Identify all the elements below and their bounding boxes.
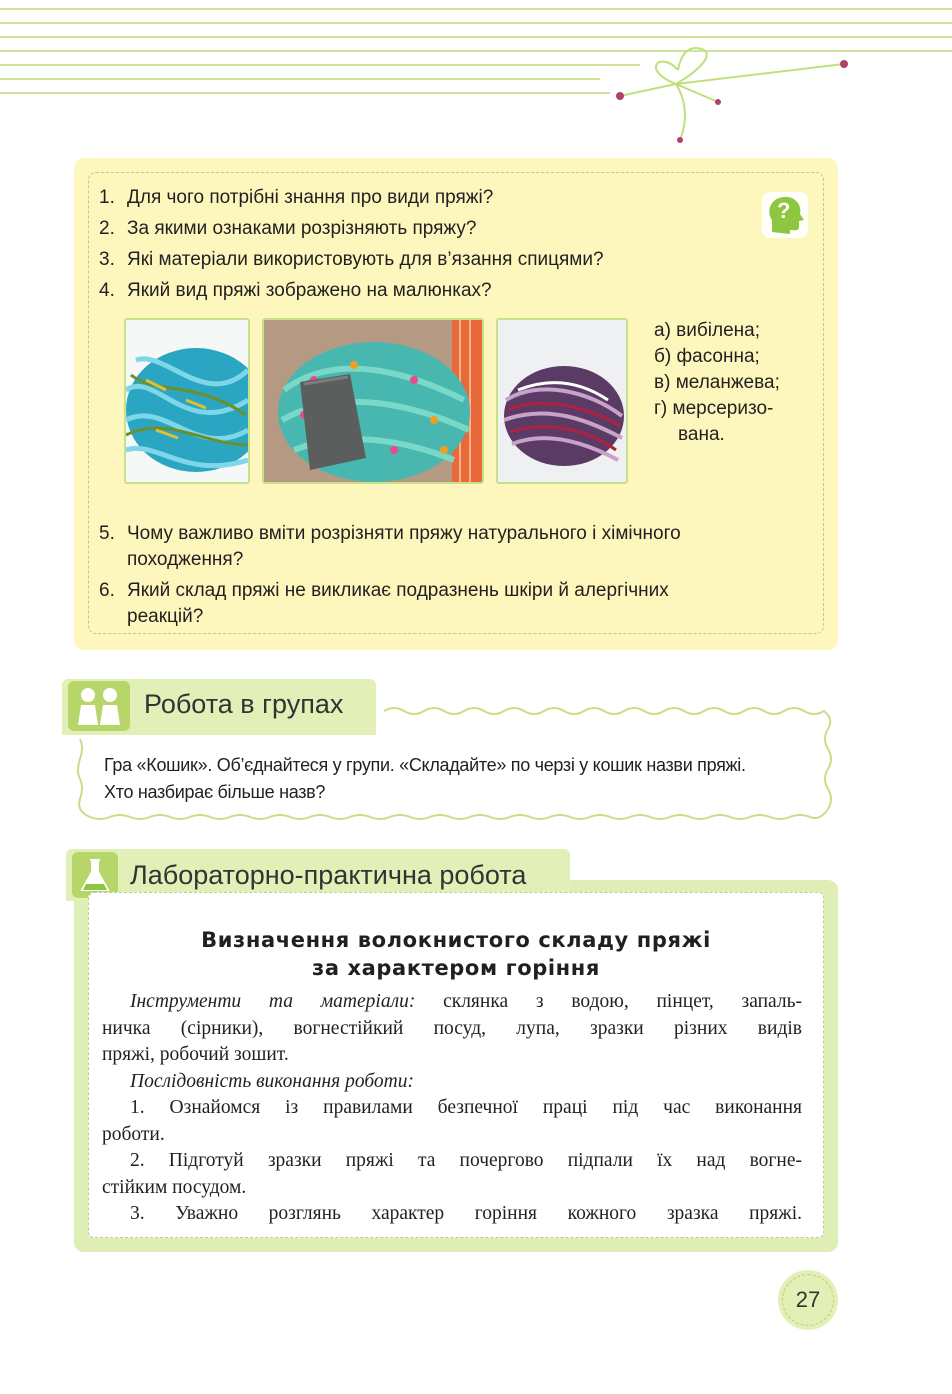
question-5 xyxy=(99,520,799,576)
step-2-line-2: стійким посудом. xyxy=(102,1176,247,1198)
question-text: реакцій? xyxy=(127,606,204,627)
question-6 xyxy=(99,577,799,633)
answer-option: в) меланжева; xyxy=(654,372,780,393)
question-text: Який склад пряжі не викликає подразнень шкіри й алергічних xyxy=(127,580,669,601)
answer-option: б) фасонна; xyxy=(654,346,760,367)
group-work-title: Робота в групах xyxy=(144,689,344,719)
question-number: 2. xyxy=(99,218,115,239)
answer-option: г) мерсеризо- xyxy=(654,398,774,419)
answer-option: а) вибілена; xyxy=(654,320,760,341)
yarn-photo-2 xyxy=(262,318,484,484)
question-text: походження? xyxy=(127,549,244,570)
question-text: Які матеріали використовують для в’язання спицями? xyxy=(127,249,604,270)
question-number: 6. xyxy=(99,580,115,601)
answer-options xyxy=(654,318,780,448)
group-work-text xyxy=(104,752,746,806)
answer-option: вана. xyxy=(678,424,725,445)
question-number: 4. xyxy=(99,280,115,301)
lab-work-body xyxy=(102,989,802,1228)
tools-text: склянка з водою, пінцет, запаль- xyxy=(415,991,803,1012)
question-text: Який вид пряжі зображено на малюнках? xyxy=(127,280,492,301)
page-number: 27 xyxy=(795,1287,821,1312)
lab-work-title-line2: за характером горіння xyxy=(312,956,600,980)
question-3 xyxy=(99,246,719,274)
tools-line-3: пряжі, робочий зошит. xyxy=(102,1044,289,1065)
question-text: За якими ознаками розрізняють пряжу? xyxy=(127,218,477,239)
yarn-photo-3 xyxy=(496,318,628,484)
question-2 xyxy=(99,215,719,243)
tools-line-1 xyxy=(102,989,802,1016)
group-work-line: Гра «Кошик». Об’єднайтеся у групи. «Складайте» по черзі у кошик назви пряжі. xyxy=(104,755,746,775)
step-3: 3. Уважно розглянь характер горіння кожного зразка пряжі. xyxy=(130,1203,802,1224)
question-number: 1. xyxy=(99,187,115,208)
question-1 xyxy=(99,184,719,212)
question-text: Для чого потрібні знання про види пряжі? xyxy=(127,187,494,208)
lab-work-title-line1: Визначення волокнистого складу пряжі xyxy=(201,928,711,952)
step-2-line-1: 2. Підготуй зразки пряжі та почергово підпали їх над вогне- xyxy=(130,1150,802,1171)
ribbon-bow-decoration xyxy=(600,40,860,150)
page-number-badge xyxy=(778,1270,838,1330)
step-1-line-1: 1. Ознайомся із правилами безпечної праці під час виконання xyxy=(130,1097,802,1118)
lab-work-tab-title: Лабораторно-практична робота xyxy=(130,860,527,890)
question-number: 5. xyxy=(99,523,115,544)
tools-label: Інструменти та матеріали: xyxy=(130,991,416,1012)
question-number: 3. xyxy=(99,249,115,270)
tools-line-2: ничка (сірники), вогнестійкий посуд, лупа, зразки різних видів xyxy=(102,1017,802,1039)
sequence-label: Послідовність виконання роботи: xyxy=(130,1070,414,1092)
question-mark-text: ? xyxy=(777,198,791,223)
question-head-icon xyxy=(762,192,808,238)
question-text: Чому важливо вміти розрізняти пряжу натурального і хімічного xyxy=(127,523,681,544)
group-work-line: Хто назбирає більше назв? xyxy=(104,782,326,802)
question-4 xyxy=(99,277,719,305)
step-1-line-2: роботи. xyxy=(102,1123,165,1145)
yarn-photo-1 xyxy=(124,318,250,484)
group-people-icon xyxy=(68,681,130,731)
